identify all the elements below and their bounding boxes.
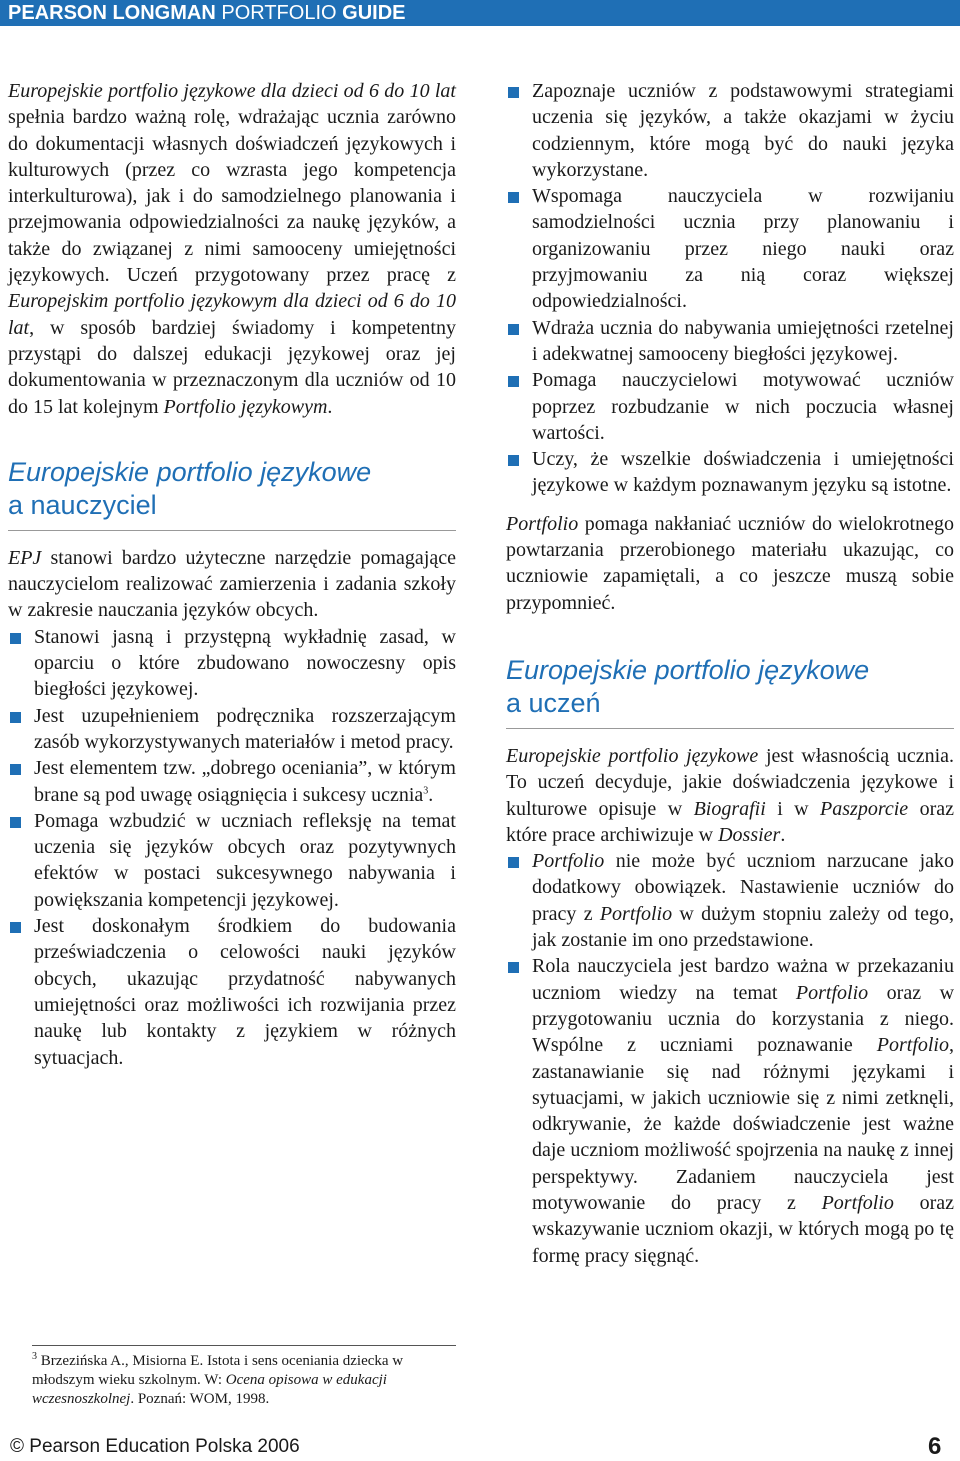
bullet-text: Rola nauczyciela jest bardzo ważna w przekazaniu uczniom wiedzy na temat [532,955,954,1004]
list-item [506,315,954,368]
intro-italic-3: Portfolio językowym [163,395,328,418]
section-title-teacher-line2: a nauczyciel [8,489,157,520]
portfolio-paragraph [506,511,954,616]
section-title-teacher [8,456,456,522]
bullet-italic: Portfolio [876,1034,949,1057]
student-intro-text-1: jest własnością ucznia. To uczeń decyduje, jakie doświadczenia językowe i kulturowe opisuje w [506,744,955,820]
list-item [506,953,954,1269]
bullet-text: w dużym stopniu zależy od tego, jak zostanie im ono przedstawione. [532,902,954,952]
portfolio-italic: Portfolio [506,512,579,535]
bullet-square-icon [508,376,519,387]
teacher-intro-paragraph [8,545,456,624]
section-title-student [506,654,954,720]
footnote-text-1: Brzezińska A., Misiorna E. Istota i sens oceniania dziecka w młodszym wieku szkolnym. W: [32,1353,404,1388]
list-item [8,755,456,808]
list-item [8,703,456,756]
bullet-square-icon [508,87,519,98]
intro-text-1: spełnia bardzo ważną rolę, wdrażając ucznia zarówno do dokumentacji własnych doświadczeń językowych i kulturowych (przez co wzrasta jego kompetencja interkulturowa), jak i do samodzielnego planowania i przejmowania odpowiedzialności za naukę języków, a także do związanej z nimi samooceny umiejętności językowych. Uczeń przygotowany przez pracę z [8,106,456,287]
section-title-student-line1: Europejskie portfolio językowe [506,654,870,685]
section-rule-teacher [8,530,456,531]
bullet-text: Pomaga wzbudzić w uczniach refleksję na temat uczenia się języków obcych oraz pozytywnych efektów w postaci sukcesywnego nabywania i powiększania kompetencji językowej. [34,809,456,911]
student-intro-italic-4: Dossier [718,823,781,846]
bullet-text: Uczy, że wszelkie doświadczenia i umiejętności językowe w każdym poznawanym języku są istotne. [532,448,954,497]
list-item [506,78,954,183]
header-title [8,0,405,26]
bullet-square-icon [508,324,519,335]
left-column [8,78,456,1071]
footnote-number: 3 [32,1351,37,1362]
bullet-square-icon [10,817,21,828]
student-intro-italic-1: Europejskie portfolio językowe [506,744,759,767]
bullet-text: Wdraża ucznia do nabywania umiejętności rzetelnej i adekwatnej samooceny biegłości językowej. [532,316,954,365]
bullet-square-icon [508,455,519,466]
teacher-intro-italic: EPJ [8,546,42,569]
bullet-text: oraz wskazywanie uczniom okazji, w których mogą po tę formę pracy sięgnąć. [532,1191,954,1267]
footnote [32,1352,456,1409]
header-title-brand: PEARSON LONGMAN [8,2,216,24]
bullet-square-icon [508,857,519,868]
teacher-bullet-list-continued [506,78,954,499]
bullet-text: Stanowi jasną i przystępną wykładnię zasad, w oparciu o które zbudowano nowoczesny opis biegłości językowej. [34,625,456,701]
student-intro-italic-2: Biografii [693,797,766,820]
list-item [506,446,954,499]
student-bullet-list [506,848,954,1269]
bullet-square-icon [10,922,21,933]
section-title-student-line2: a uczeń [506,687,601,718]
bullet-text: oraz w przygotowaniu ucznia do korzystania z niego. Wspólne z uczniami poznawanie [532,981,955,1057]
bullet-square-icon [508,962,519,973]
teacher-bullet-list [8,624,456,1071]
bullet-text: Wspomaga nauczyciela w rozwijaniu samodzielności ucznia przy planowaniu i organizowaniu przez niego nauki oraz przyjmowaniu za nią coraz większej odpowiedzialności. [532,185,954,313]
bullet-text: nie może być uczniom narzucane jako dodatkowy obowiązek. Nastawienie uczniów do pracy z [532,850,954,925]
teacher-intro-text: stanowi bardzo użyteczne narzędzie pomagające nauczycielom realizować zamierzenia i zadania szkoły w zakresie nauczania języków obcych. [8,546,456,622]
bullet-text: , zastanawianie się nad różnymi językami i sytuacjami, w jakich uczniowie się z nimi zetknęli, odkrywanie, że każde doświadczenie jest ważne daje uczniom możliwość spojrzenia na naukę z innej perspektywy. Zadaniem nauczyciela jest motywowanie do pracy z [532,1034,954,1214]
intro-text-2: , w sposób bardziej świadomy i kompetentny przystąpi do dalszej edukacji językowej oraz jej dokumentowania w przeznaczonym dla uczniów od 10 do 15 lat kolejnym [8,316,456,418]
bullet-square-icon [10,712,21,723]
right-column [506,78,954,1269]
list-item [506,848,954,953]
bullet-text: Zapoznaje uczniów z podstawowymi strategiami uczenia się języków, a także okazjami w życiu codziennym, które mogą być do nauki języka wykorzystane. [532,80,954,181]
bullet-text: Jest doskonałym środkiem do budowania przeświadczenia o celowości nauki języków obcych, ukazując przydatność nabywanych umiejętności oraz możliwości ich rozwijania przez naukę lub kontakty z językiem w różnych sytuacjach. [34,915,456,1069]
header-title-guide: GUIDE [342,2,406,24]
student-intro-text-4: . [780,823,786,846]
list-item [8,808,456,913]
bullet-end: . [428,783,434,806]
bullet-text: Pomaga nauczycielowi motywować uczniów poprzez rozbudzanie w nich poczucia własnej wartości. [532,369,954,444]
footnote-text-2: . Poznań: WOM, 1998. [130,1391,270,1407]
footer-copyright: © Pearson Education Polska 2006 [10,1436,300,1457]
bullet-italic: Portfolio [821,1191,894,1214]
section-rule-student [506,728,954,729]
student-intro-text-2: i w [765,797,821,820]
intro-end: . [327,395,333,418]
page-number: 6 [928,1433,942,1460]
bullet-square-icon [10,633,21,644]
student-intro-paragraph [506,743,954,848]
bullet-italic: Portfolio [599,902,673,925]
list-item [8,913,456,1071]
bullet-italic: Portfolio [795,981,869,1004]
bullet-italic: Portfolio [532,850,605,873]
bullet-square-icon [508,192,519,203]
header-title-portfolio: PORTFOLIO [221,2,337,24]
footnote-italic: Ocena opisowa w edukacji wczesnoszkolnej [32,1372,387,1407]
section-title-teacher-line1: Europejskie portfolio językowe [8,456,372,487]
intro-paragraph [8,78,456,420]
list-item [506,367,954,446]
intro-italic-1: Europejskie portfolio językowe dla dzieci od 6 do 10 lat [8,80,456,102]
list-item [506,183,954,314]
bullet-text: Jest uzupełnieniem podręcznika rozszerzającym zasób wykorzystywanych materiałów i metod pracy. [34,704,456,753]
bullet-text: Jest elementem tzw. „dobrego oceniania”, w którym brane są pod uwagę osiągnięcia i sukcesy ucznia [34,757,456,806]
footnote-ref: 3 [423,784,429,796]
student-intro-text-3: oraz które prace archiwizuje w [506,797,955,846]
footnote-rule [32,1345,456,1346]
list-item [8,624,456,703]
portfolio-text: pomaga nakłaniać uczniów do wielokrotnego powtarzania przerobionego materiału ukazując, co uczniowie zapamiętali, a co jeszcze muszą sobie przypomnieć. [506,512,954,614]
bullet-square-icon [10,764,21,775]
student-intro-italic-3: Paszporcie [820,797,909,820]
intro-italic-2: Europejskim portfolio językowym dla dzieci od 6 do 10 lat [8,290,456,339]
